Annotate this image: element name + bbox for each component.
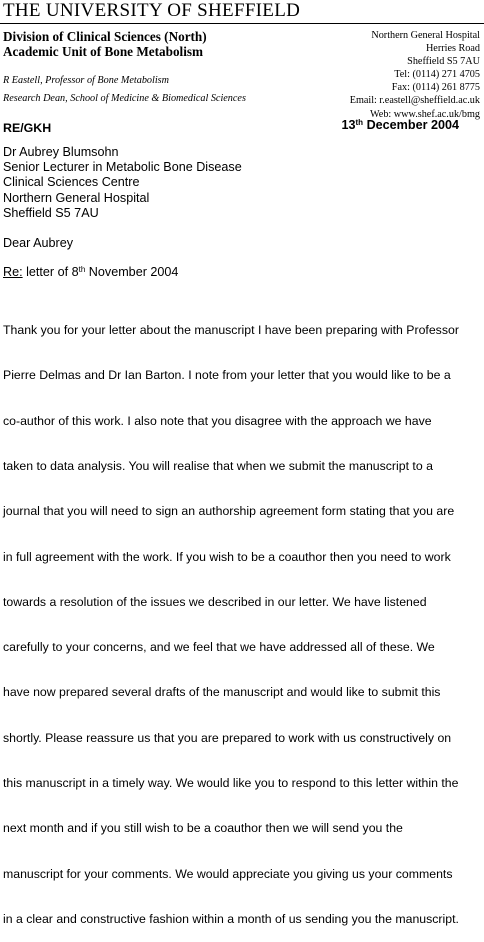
body-line: towards a resolution of the issues we described in our letter. We have listened — [3, 594, 427, 609]
recipient-line: Sheffield S5 7AU — [3, 205, 99, 220]
reference-code: RE/GKH — [3, 121, 52, 135]
recipient-line: Clinical Sciences Centre — [3, 175, 140, 190]
email-line: Email: r.eastell@sheffield.ac.uk — [349, 95, 480, 107]
letter-body — [3, 293, 481, 942]
salutation: Dear Aubrey — [3, 236, 74, 250]
header-rule — [0, 23, 484, 24]
fax-line: Fax: (0114) 261 8775 — [391, 82, 480, 94]
staff-block — [3, 72, 246, 108]
body-line: carefully to your concerns, and we feel that we have addressed all of these. We — [3, 640, 435, 655]
subject-label: Re: — [3, 265, 23, 279]
recipient-line: Northern General Hospital — [3, 190, 150, 205]
body-line: manuscript for your comments. We would appreciate you giving us your comments — [3, 866, 453, 881]
body-line: co-author of this work. I also note that you disagree with the approach we have — [3, 413, 432, 428]
body-line: Thank you for your letter about the manuscript I have been preparing with Professor — [3, 323, 459, 338]
university-name: THE UNIVERSITY OF SHEFFIELD — [3, 0, 301, 21]
address-line: Sheffield S5 7AU — [407, 56, 480, 68]
recipient-title: Senior Lecturer in Metabolic Bone Disease — [3, 160, 242, 175]
date-month-year: December 2004 — [363, 118, 459, 132]
body-line: shortly. Please reassure us that you are prepared to work with us constructively on — [3, 730, 452, 745]
subject-suffix: th — [78, 265, 86, 274]
body-line: taken to data analysis. You will realise that when we submit the manuscript to a — [3, 459, 433, 474]
division-name: Division of Clinical Sciences (North) — [3, 29, 207, 44]
staff-role: Research Dean, School of Medicine & Biomedical Sciences — [3, 93, 246, 104]
web-line: Web: www.shef.ac.uk/bmg — [370, 108, 480, 120]
unit-name: Academic Unit of Bone Metabolism — [3, 44, 203, 59]
recipient-name: Dr Aubrey Blumsohn — [3, 145, 119, 159]
body-line: in full agreement with the work. If you wish to be a coauthor then you need to work — [3, 549, 451, 564]
phone-line: Tel: (0114) 271 4705 — [394, 69, 480, 81]
body-line: this manuscript in a timely way. We would like you to respond to this letter within the — [3, 776, 459, 790]
recipient-address — [3, 145, 242, 221]
department-block — [3, 29, 207, 59]
subject-text: letter of 8 — [22, 265, 79, 279]
body-line: journal that you will need to sign an authorship agreement form stating that you are — [3, 504, 455, 519]
subject-rest: November 2004 — [85, 265, 179, 279]
letter-date — [342, 118, 460, 132]
sender-address — [350, 29, 480, 121]
subject-line — [3, 265, 178, 279]
body-line: have now prepared several drafts of the manuscript and would like to submit this — [3, 685, 441, 700]
date-day: 13 — [341, 118, 356, 132]
address-line: Herries Road — [425, 43, 480, 55]
date-suffix: th — [355, 118, 364, 127]
body-line: in a clear and constructive fashion within a month of us sending you the manuscript. — [3, 911, 459, 926]
staff-title: R Eastell, Professor of Bone Metabolism — [3, 75, 169, 86]
address-line: Northern General Hospital — [371, 30, 480, 41]
body-line: Pierre Delmas and Dr Ian Barton. I note from your letter that you would like to be a — [3, 368, 451, 383]
body-line: next month and if you still wish to be a coauthor then we will send you the — [3, 821, 403, 836]
